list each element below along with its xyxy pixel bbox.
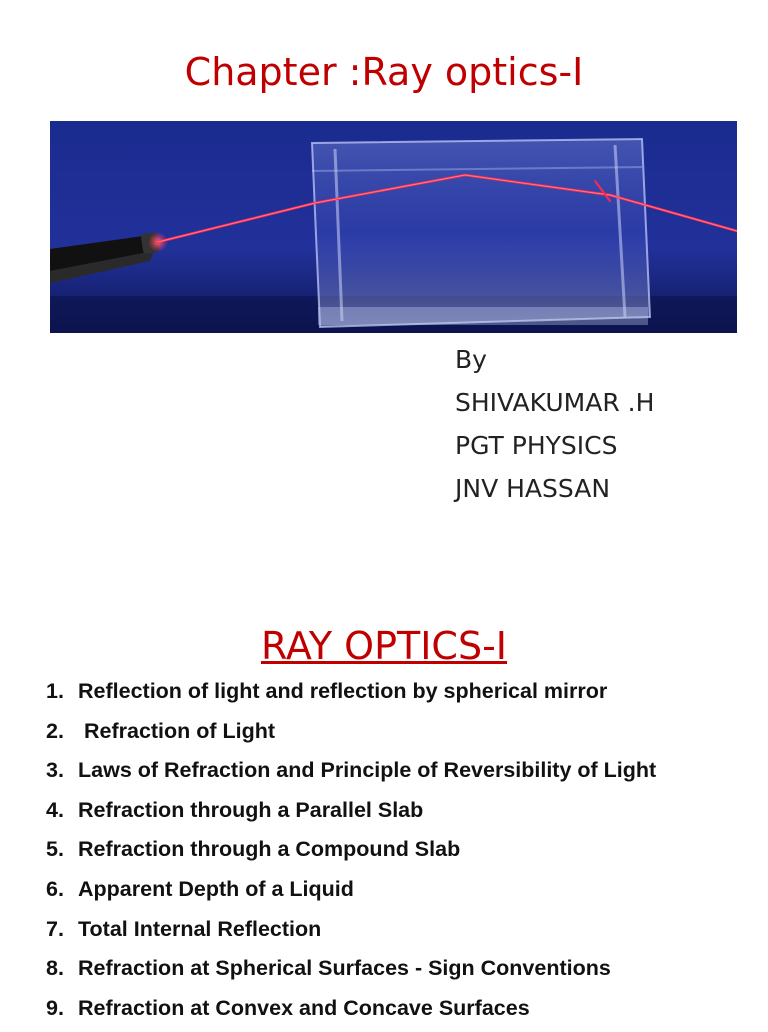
author-designation: PGT PHYSICS (455, 431, 618, 460)
slide-title: Chapter :Ray optics-I (184, 50, 584, 94)
topic-list (46, 676, 656, 1032)
list-item: 3. Laws of Refraction and Principle of Reversibility of Light (46, 758, 657, 783)
section-title: RAY OPTICS-I (260, 624, 508, 668)
byline-by: By (455, 345, 487, 374)
author-school: JNV HASSAN (455, 474, 611, 503)
list-item: 5. Refraction through a Compound Slab (46, 837, 461, 862)
list-item: 1. Reflection of light and reflection by spherical mirror (46, 679, 608, 703)
list-item: 8. Refraction at Spherical Surfaces - Sign Conventions (46, 956, 611, 981)
author-byline (455, 338, 654, 510)
list-item: 9. Refraction at Convex and Concave Surfaces (46, 995, 530, 1020)
author-name: SHIVAKUMAR .H (455, 388, 655, 417)
list-item: 4. Refraction through a Parallel Slab (46, 797, 424, 822)
list-item: 6. Apparent Depth of a Liquid (46, 876, 354, 901)
list-item: 7. Total Internal Reflection (46, 916, 322, 941)
list-item: 2. Refraction of Light (46, 718, 276, 743)
glass-tank (312, 139, 650, 327)
laser-refraction-photo (50, 121, 737, 333)
